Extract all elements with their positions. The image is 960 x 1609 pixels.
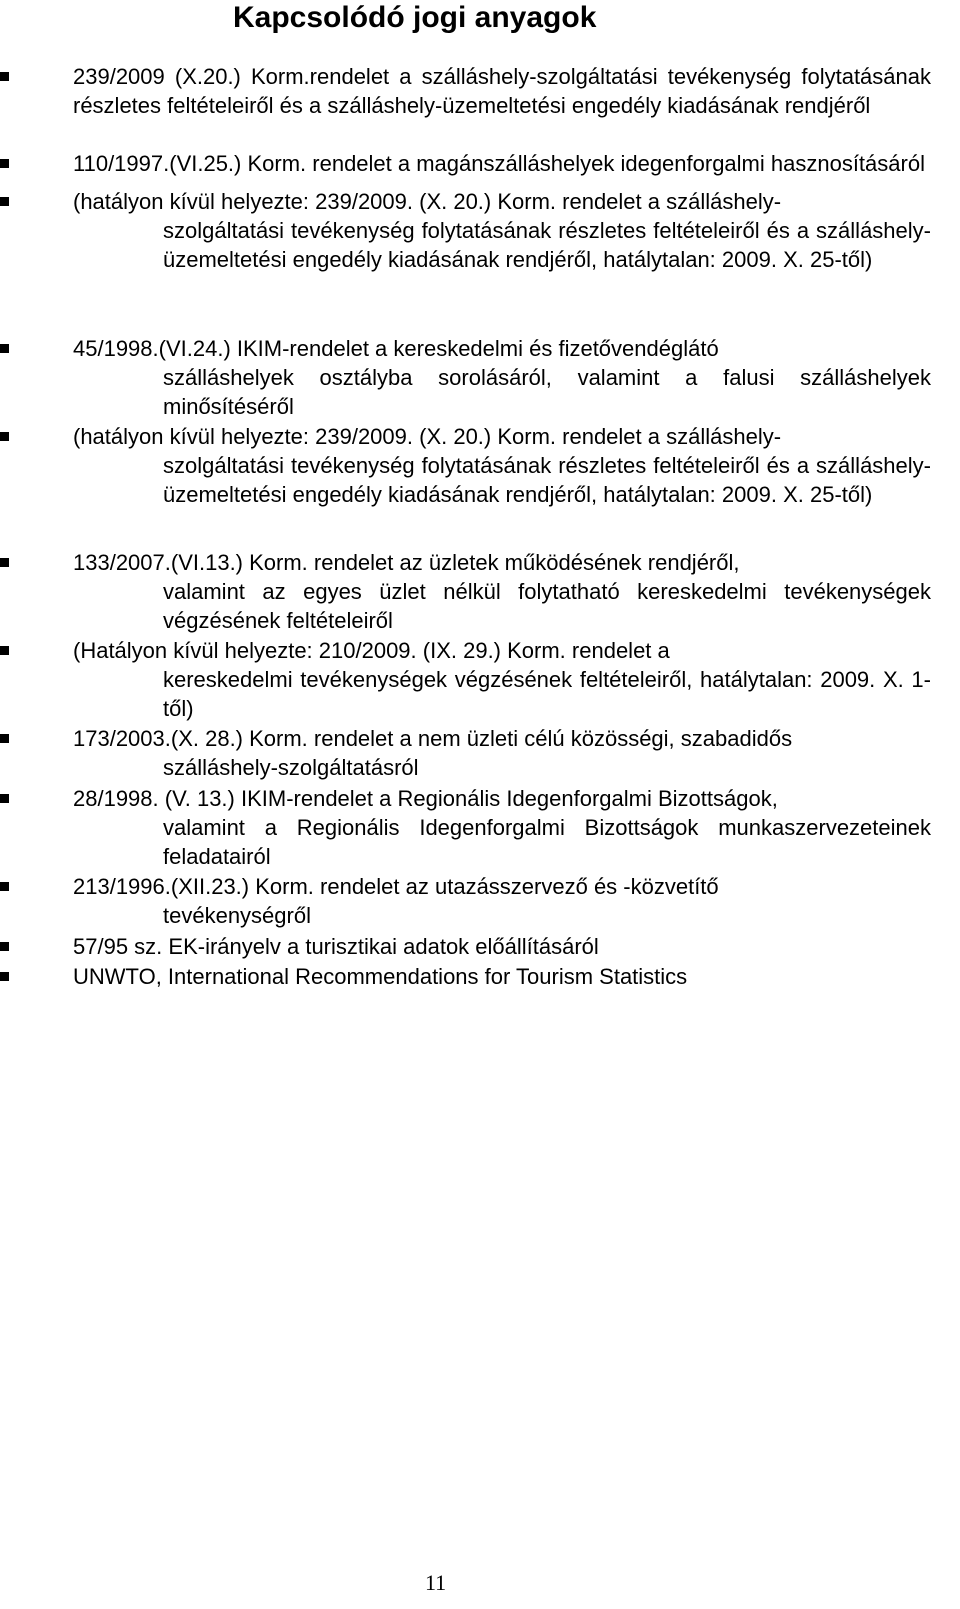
square-bullet-icon: [0, 197, 9, 206]
square-bullet-icon: [0, 734, 9, 743]
square-bullet-icon: [0, 72, 9, 81]
list-item-continuation: kereskedelmi tevékenységek végzésének feltételeiről, hatálytalan: 2009. X. 1-től): [163, 667, 931, 721]
square-bullet-icon: [0, 432, 9, 441]
square-bullet-icon: [0, 159, 9, 168]
list-item-continuation: tevékenységről: [163, 903, 311, 928]
list-item-first-line: 173/2003.(X. 28.) Korm. rendelet a nem üzleti célú közösségi, szabadidős: [73, 726, 793, 751]
list-item-continuation: szolgáltatási tevékenység folytatásának részletes feltételeiről és a szálláshely-üzemeltetési engedély kiadásának rendjéről, hatálytalan: 2009. X. 25-től): [163, 218, 931, 272]
square-bullet-icon: [0, 344, 9, 353]
square-bullet-icon: [0, 972, 9, 981]
list-item-continuation: szálláshely-szolgáltatásról: [163, 755, 419, 780]
list-item-first-line: (hatályon kívül helyezte: 239/2009. (X. 20.) Korm. rendelet a szálláshely-: [73, 424, 782, 449]
square-bullet-icon: [0, 882, 9, 891]
list-item-text: [73, 334, 931, 421]
list-item-text: [73, 636, 931, 723]
list-item-first-line: 133/2007.(VI.13.) Korm. rendelet az üzletek működésének rendjéről,: [73, 550, 740, 575]
page-number: 11: [425, 1570, 447, 1595]
list-item-first-line: (hatályon kívül helyezte: 239/2009. (X. 20.) Korm. rendelet a szálláshely-: [73, 189, 782, 214]
square-bullet-icon: [0, 646, 9, 655]
list-item-text: [73, 872, 931, 930]
list-item-first-line: 213/1996.(XII.23.) Korm. rendelet az utazásszervező és -közvetítő: [73, 874, 719, 899]
square-bullet-icon: [0, 942, 9, 951]
list-item-text: [73, 422, 931, 509]
list-item-text: [73, 187, 931, 274]
list-item-text: 110/1997.(VI.25.) Korm. rendelet a magánszálláshelyek idegenforgalmi hasznosításáról: [73, 151, 925, 176]
list-item-continuation: szolgáltatási tevékenység folytatásának részletes feltételeiről és a szálláshely-üzemeltetési engedély kiadásának rendjéről, hatálytalan: 2009. X. 25-től): [163, 453, 931, 507]
list-item-continuation: szálláshelyek osztályba sorolásáról, valamint a falusi szálláshelyek minősítéséről: [163, 365, 931, 419]
list-item-continuation: valamint az egyes üzlet nélkül folytatható kereskedelmi tevékenységek végzésének feltételeiről: [163, 579, 931, 633]
list-item-text: 57/95 sz. EK-irányelv a turisztikai adatok előállításáról: [73, 934, 599, 959]
document-title: Kapcsolódó jogi anyagok: [233, 1, 597, 34]
list-item-first-line: 28/1998. (V. 13.) IKIM-rendelet a Regionális Idegenforgalmi Bizottságok,: [73, 786, 778, 811]
square-bullet-icon: [0, 794, 9, 803]
list-item-first-line: (Hatályon kívül helyezte: 210/2009. (IX. 29.) Korm. rendelet a: [73, 638, 670, 663]
list-item-first-line: 45/1998.(VI.24.) IKIM-rendelet a kereskedelmi és fizetővendéglátó: [73, 336, 719, 361]
list-item-text: [73, 724, 931, 782]
list-item-text: [73, 548, 931, 635]
square-bullet-icon: [0, 558, 9, 567]
list-item-continuation: valamint a Regionális Idegenforgalmi Bizottságok munkaszervezeteinek feladatairól: [163, 815, 931, 869]
list-item-text: [73, 784, 931, 871]
list-item-text: UNWTO, International Recommendations for Tourism Statistics: [73, 964, 688, 989]
list-item-text: 239/2009 (X.20.) Korm.rendelet a szálláshely-szolgáltatási tevékenység folytatásának részletes feltételeiről és a szálláshely-üzemeltetési engedély kiadásának rendjéről: [73, 64, 931, 118]
